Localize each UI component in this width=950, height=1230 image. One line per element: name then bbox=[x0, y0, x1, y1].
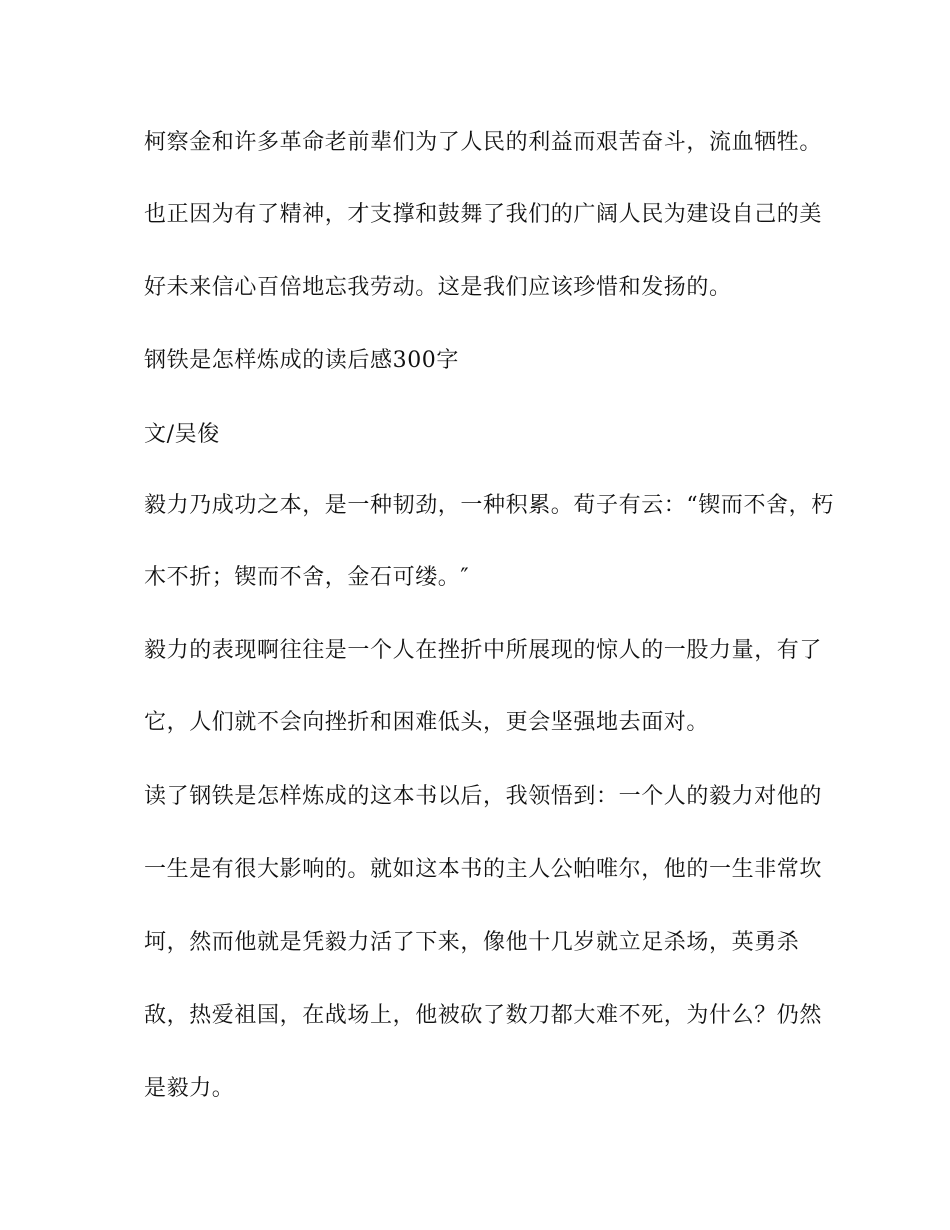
author-line: 文/吴俊 bbox=[144, 422, 220, 447]
text-line: 毅力乃成功之本，是一种韧劲，一种积累。荀子有云：“锲而不舍，朽 bbox=[144, 493, 834, 518]
text-line: 它，人们就不会向挫折和困难低头，更会坚强地去面对。 bbox=[144, 710, 710, 735]
text-line: 毅力的表现啊往往是一个人在挫折中所展现的惊人的一股力量，有了 bbox=[144, 638, 823, 663]
text-line: 木不折；锲而不舍，金石可缕。″ bbox=[144, 565, 470, 590]
section-title: 钢铁是怎样炼成的读后感300字 bbox=[144, 348, 459, 373]
text-line: 好未来信心百倍地忘我劳动。这是我们应该珍惜和发扬的。 bbox=[144, 275, 732, 300]
text-line: 也正因为有了精神，才支撑和鼓舞了我们的广阔人民为建设自己的美 bbox=[144, 202, 823, 227]
text-line: 读了钢铁是怎样炼成的这本书以后，我领悟到：一个人的毅力对他的 bbox=[144, 784, 823, 809]
text-line: 一生是有很大影响的。就如这本书的主人公帕唯尔，他的一生非常坎 bbox=[144, 857, 823, 882]
text-line: 坷，然而他就是凭毅力活了下来，像他十几岁就立足杀场，英勇杀 bbox=[144, 930, 800, 955]
text-line: 是毅力。 bbox=[144, 1076, 235, 1101]
text-line: 柯察金和许多革命老前辈们为了人民的利益而艰苦奋斗，流血牺牲。 bbox=[144, 130, 823, 155]
text-line: 敌，热爱祖国，在战场上，他被砍了数刀都大难不死，为什么？仍然 bbox=[144, 1003, 823, 1028]
